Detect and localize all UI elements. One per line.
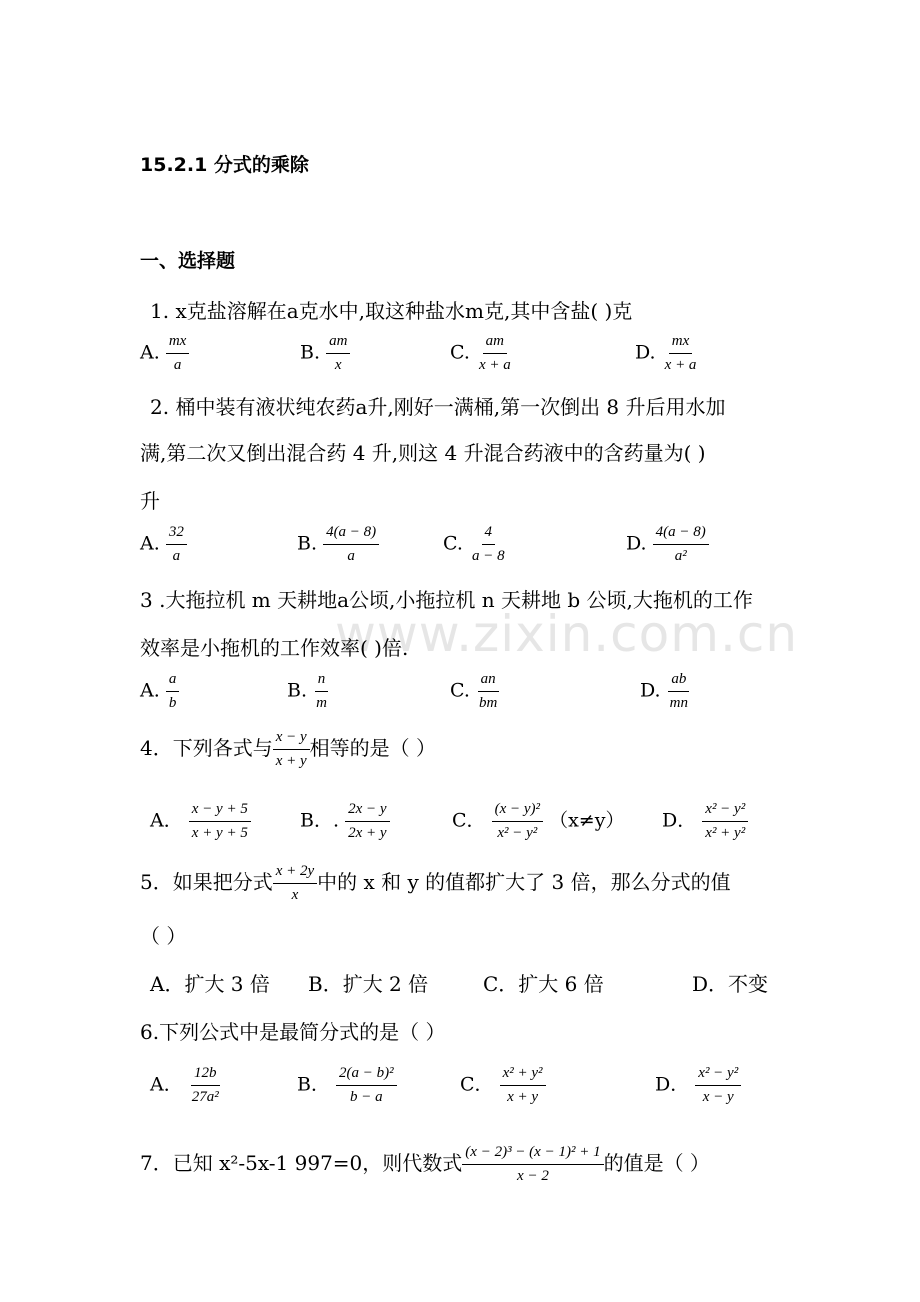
fraction: [476, 670, 500, 713]
q3-option-b[interactable]: [287, 670, 330, 713]
q1-option-b[interactable]: [300, 332, 350, 375]
q6-option-a[interactable]: [150, 1064, 222, 1107]
numerator: x² + y²: [500, 1064, 546, 1086]
option-label: A．: [150, 809, 183, 832]
option-label: C．: [460, 1073, 494, 1096]
fraction: [500, 1064, 546, 1107]
fraction: [667, 670, 691, 713]
question-6-text: 6.下列公式中是最简分式的是（ ）: [140, 1020, 446, 1044]
option-label: C.: [443, 532, 463, 555]
fraction: [166, 523, 187, 566]
numerator: 12b: [191, 1064, 220, 1086]
fraction: [462, 1143, 603, 1186]
question-3-line-2: 效率是小拖机的工作效率( )倍.: [140, 636, 409, 660]
question-5-text: [140, 862, 731, 905]
denominator: mn: [669, 694, 688, 711]
denominator: b: [168, 694, 177, 711]
option-label: D.: [640, 679, 661, 702]
denominator: x + a: [478, 356, 511, 373]
option-label: B.: [300, 341, 321, 364]
numerator: 4(a − 8): [653, 523, 709, 545]
q6-option-c[interactable]: [460, 1064, 546, 1107]
option-label: A．: [150, 1073, 183, 1096]
fraction: [476, 332, 514, 375]
denominator: x + a: [664, 356, 697, 373]
numerator: x² − y²: [702, 800, 748, 822]
q1-option-d[interactable]: [635, 332, 699, 375]
q4-option-c[interactable]: [452, 800, 624, 843]
option-label: B．.: [300, 809, 340, 832]
question-2-line-1: 2. 桶中装有液状纯农药a升,刚好一满桶,第一次倒出 8 升后用水加: [150, 395, 726, 419]
fraction: [345, 800, 389, 843]
q5-option-d[interactable]: D．不变: [692, 972, 769, 996]
option-label: C.: [450, 341, 470, 364]
question-4-suffix: 相等的是（ ）: [309, 735, 437, 760]
denominator: x² − y²: [497, 824, 538, 841]
question-5-line-2: （ ）: [140, 924, 187, 948]
section-heading: 一、选择题: [140, 250, 236, 272]
numerator: 4(a − 8): [323, 523, 379, 545]
denominator: a − 8: [471, 547, 505, 564]
fraction: [662, 332, 700, 375]
numerator: 4: [482, 523, 496, 545]
question-7-text: [140, 1143, 710, 1186]
numerator: x² − y²: [695, 1064, 741, 1086]
numerator: x − y + 5: [189, 800, 251, 822]
numerator: am: [483, 332, 507, 354]
denominator: x: [334, 356, 342, 373]
question-7-prefix: 7．已知 x²-5x-1 997=0，则代数式: [140, 1150, 463, 1175]
fraction: [273, 728, 310, 771]
condition-note: （x≠y）: [549, 809, 625, 832]
q4-option-b[interactable]: [300, 800, 390, 843]
q4-option-a[interactable]: [150, 800, 251, 843]
numerator: 32: [166, 523, 187, 545]
option-label: A.: [140, 341, 160, 364]
option-label: C．: [452, 809, 486, 832]
q3-option-a[interactable]: [140, 670, 179, 713]
denominator: 2x + y: [348, 824, 387, 841]
numerator: mx: [669, 332, 693, 354]
option-label: A.: [140, 679, 160, 702]
q5-option-c[interactable]: C．扩大 6 倍: [483, 972, 604, 996]
question-5-prefix: 5．如果把分式: [140, 869, 273, 894]
denominator: x: [291, 886, 299, 903]
numerator: n: [315, 670, 329, 692]
q6-option-d[interactable]: [655, 1064, 741, 1107]
fraction: [469, 523, 508, 566]
question-4-prefix: 4．下列各式与: [140, 735, 273, 760]
option-label: C.: [450, 679, 470, 702]
q2-option-b[interactable]: [297, 523, 379, 566]
denominator: x² + y²: [705, 824, 746, 841]
numerator: 2x − y: [345, 800, 389, 822]
numerator: am: [326, 332, 350, 354]
option-label: B.: [297, 532, 318, 555]
q3-option-c[interactable]: [450, 670, 500, 713]
fraction: [313, 670, 330, 713]
fraction: [189, 1064, 222, 1107]
q6-option-b[interactable]: [297, 1064, 397, 1107]
fraction: [166, 332, 190, 375]
numerator: (x − 2)³ − (x − 1)² + 1: [462, 1143, 603, 1165]
q2-option-c[interactable]: [443, 523, 508, 566]
numerator: (x − y)²: [492, 800, 543, 822]
denominator: x − y: [702, 1088, 734, 1105]
denominator: bm: [478, 694, 498, 711]
numerator: ab: [668, 670, 689, 692]
numerator: 2(a − b)²: [336, 1064, 397, 1086]
numerator: x − y: [273, 728, 310, 750]
question-2-line-3: 升: [140, 489, 160, 513]
denominator: x + y: [275, 752, 307, 769]
denominator: x + y: [507, 1088, 539, 1105]
denominator: a: [173, 356, 182, 373]
denominator: 27a²: [191, 1088, 219, 1105]
denominator: x + y + 5: [191, 824, 248, 841]
question-4-text: [140, 728, 436, 771]
fraction: [653, 523, 709, 566]
fraction: [273, 862, 317, 905]
option-label: D.: [635, 341, 656, 364]
fraction: [492, 800, 543, 843]
q5-option-b[interactable]: B．扩大 2 倍: [308, 972, 429, 996]
fraction: [326, 332, 350, 375]
q2-option-d[interactable]: [626, 523, 709, 566]
fraction: [336, 1064, 397, 1107]
fraction: [189, 800, 251, 843]
denominator: b − a: [350, 1088, 383, 1105]
fraction: [323, 523, 379, 566]
q1-option-c[interactable]: [450, 332, 514, 375]
denominator: a: [347, 547, 355, 564]
question-3-line-1: 3 .大拖拉机 m 天耕地a公顷,小拖拉机 n 天耕地 b 公顷,大拖机的工作: [140, 588, 753, 612]
option-label: A.: [140, 532, 160, 555]
question-7-suffix: 的值是（ ）: [603, 1150, 710, 1175]
q2-option-a[interactable]: [140, 523, 187, 566]
denominator: a: [172, 547, 181, 564]
option-label: B．: [297, 1073, 330, 1096]
numerator: x + 2y: [273, 862, 317, 884]
question-5-suffix: 中的 x 和 y 的值都扩大了 3 倍，那么分式的值: [317, 869, 731, 894]
q1-option-a[interactable]: [140, 332, 189, 375]
watermark: www.zixin.com.cn: [335, 605, 799, 663]
numerator: an: [478, 670, 499, 692]
option-label: D．: [655, 1073, 690, 1096]
fraction: [695, 1064, 741, 1107]
q4-option-d[interactable]: [662, 800, 748, 843]
fraction: [702, 800, 748, 843]
question-2-line-2: 满,第二次又倒出混合药 4 升,则这 4 升混合药液中的含药量为( ): [140, 441, 706, 465]
option-label: D.: [626, 532, 647, 555]
denominator: x − 2: [517, 1167, 549, 1184]
option-label: B.: [287, 679, 308, 702]
q5-option-a[interactable]: A．扩大 3 倍: [150, 972, 270, 996]
denominator: m: [316, 694, 327, 711]
denominator: a²: [674, 547, 687, 564]
question-1-text: 1. x克盐溶解在a克水中,取这种盐水m克,其中含盐( )克: [150, 299, 633, 323]
numerator: mx: [166, 332, 190, 354]
fraction: [166, 670, 180, 713]
option-label: D．: [662, 809, 697, 832]
page-title: 15.2.1 分式的乘除: [140, 154, 309, 176]
numerator: a: [166, 670, 180, 692]
q3-option-d[interactable]: [640, 670, 691, 713]
